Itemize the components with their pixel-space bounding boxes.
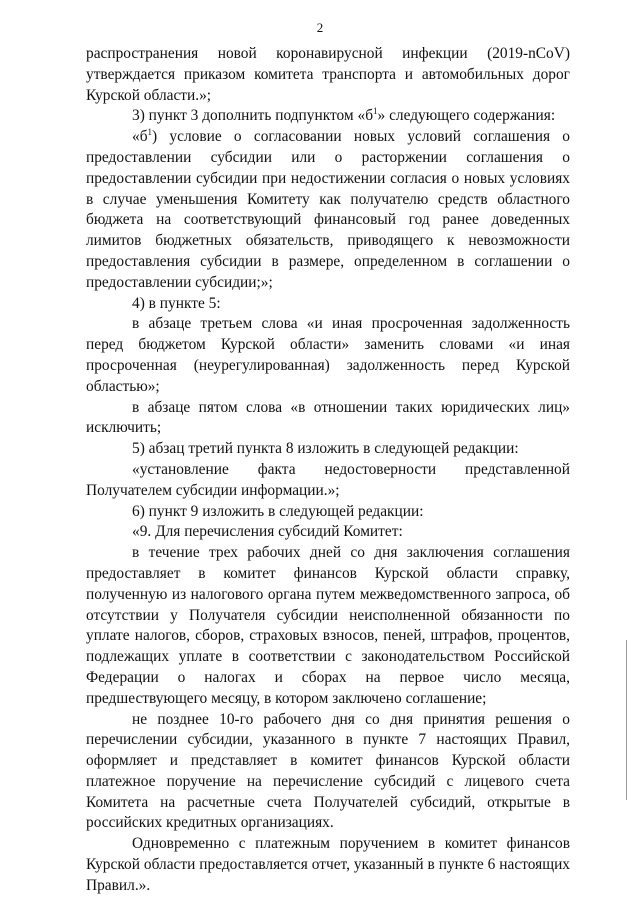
paragraph-point-9-abzac-3: Одновременно с платежным поручением в комитет финансов Курской области предоставляется отчет, указанный в пункте 6 настоящих Правил.». xyxy=(86,835,570,894)
superscript: 1 xyxy=(373,106,378,117)
paragraph-item-4-abzac-5: в абзаце пятом слова «в отношении таких юридических лиц» исключить; xyxy=(86,398,570,437)
paragraph-item-5-text: «установление факта недостоверности представленной Получателем субсидии информации.»; xyxy=(86,460,570,499)
paragraph-point-9: «9. Для перечисления субсидий Комитет: xyxy=(132,523,403,541)
text-segment: » следующего содержания: xyxy=(377,107,556,125)
paragraph-subitem-b1 xyxy=(86,127,570,293)
paragraph-item-5: 5) абзац третий пункта 8 изложить в следующей редакции: xyxy=(132,440,519,458)
page-number: 2 xyxy=(316,20,324,35)
paragraph-point-9-abzac-1: в течение трех рабочих дней со дня заключения соглашения предоставляет в комитет финансов Курской области справку, полученную из налогового органа путем межведомственного запроса, об отсутствии у Получателя субсидии неисполненной обязанности по уплате налогов, сборов, страховых взносов, пеней, штрафов, процентов, подлежащих уплате в соответствии с законодательством Российской Федерации о налогах и сборах на первое число месяца, предшествующего месяцу, в котором заключено соглашение; xyxy=(86,544,570,707)
paragraph-continuation: распространения новой коронавирусной инфекции (2019-nCoV) утверждается приказом комитета транспорта и автомобильных дорог Курской области.»; xyxy=(86,45,570,104)
text-segment: «б xyxy=(132,128,148,146)
document-body xyxy=(86,44,570,897)
scan-edge-mark xyxy=(626,640,627,800)
paragraph-item-6: 6) пункт 9 изложить в следующей редакции: xyxy=(132,502,424,520)
paragraph-item-4: 4) в пункте 5: xyxy=(132,294,221,312)
paragraph-item-3 xyxy=(86,106,570,127)
text-segment: ) условие о согласовании новых условий соглашения о предоставлении субсидии или о расторжении соглашения о предоставлении субсидии при недостижении согласия о новых условиях в случае уменьшения Комитету как получателю средств областного бюджета на соответствующий финансовый год ранее доведенных лимитов бюджетных обязательств, приводящего к невозможности предоставления субсидии в размере, определенном в соглашении о предоставлении субсидии;»; xyxy=(86,128,570,291)
superscript: 1 xyxy=(147,127,153,138)
text-segment: 3) пункт 3 дополнить подпунктом «б xyxy=(132,107,374,125)
paragraph-point-9-abzac-2: не позднее 10-го рабочего дня со дня принятия решения о перечислении субсидии, указанного в пункте 7 настоящих Правил, оформляет и представляет в комитет финансов Курской области платежное поручение на перечисление субсидий с лицевого счета Комитета на расчетные счета Получателей субсидий, открытые в российских кредитных организациях. xyxy=(86,710,570,832)
paragraph-item-4-abzac-3: в абзаце третьем слова «и иная просроченная задолженность перед бюджетом Курской области» заменить словами «и иная просроченная (неурегулированная) задолженность перед Курской областью»; xyxy=(86,315,570,395)
